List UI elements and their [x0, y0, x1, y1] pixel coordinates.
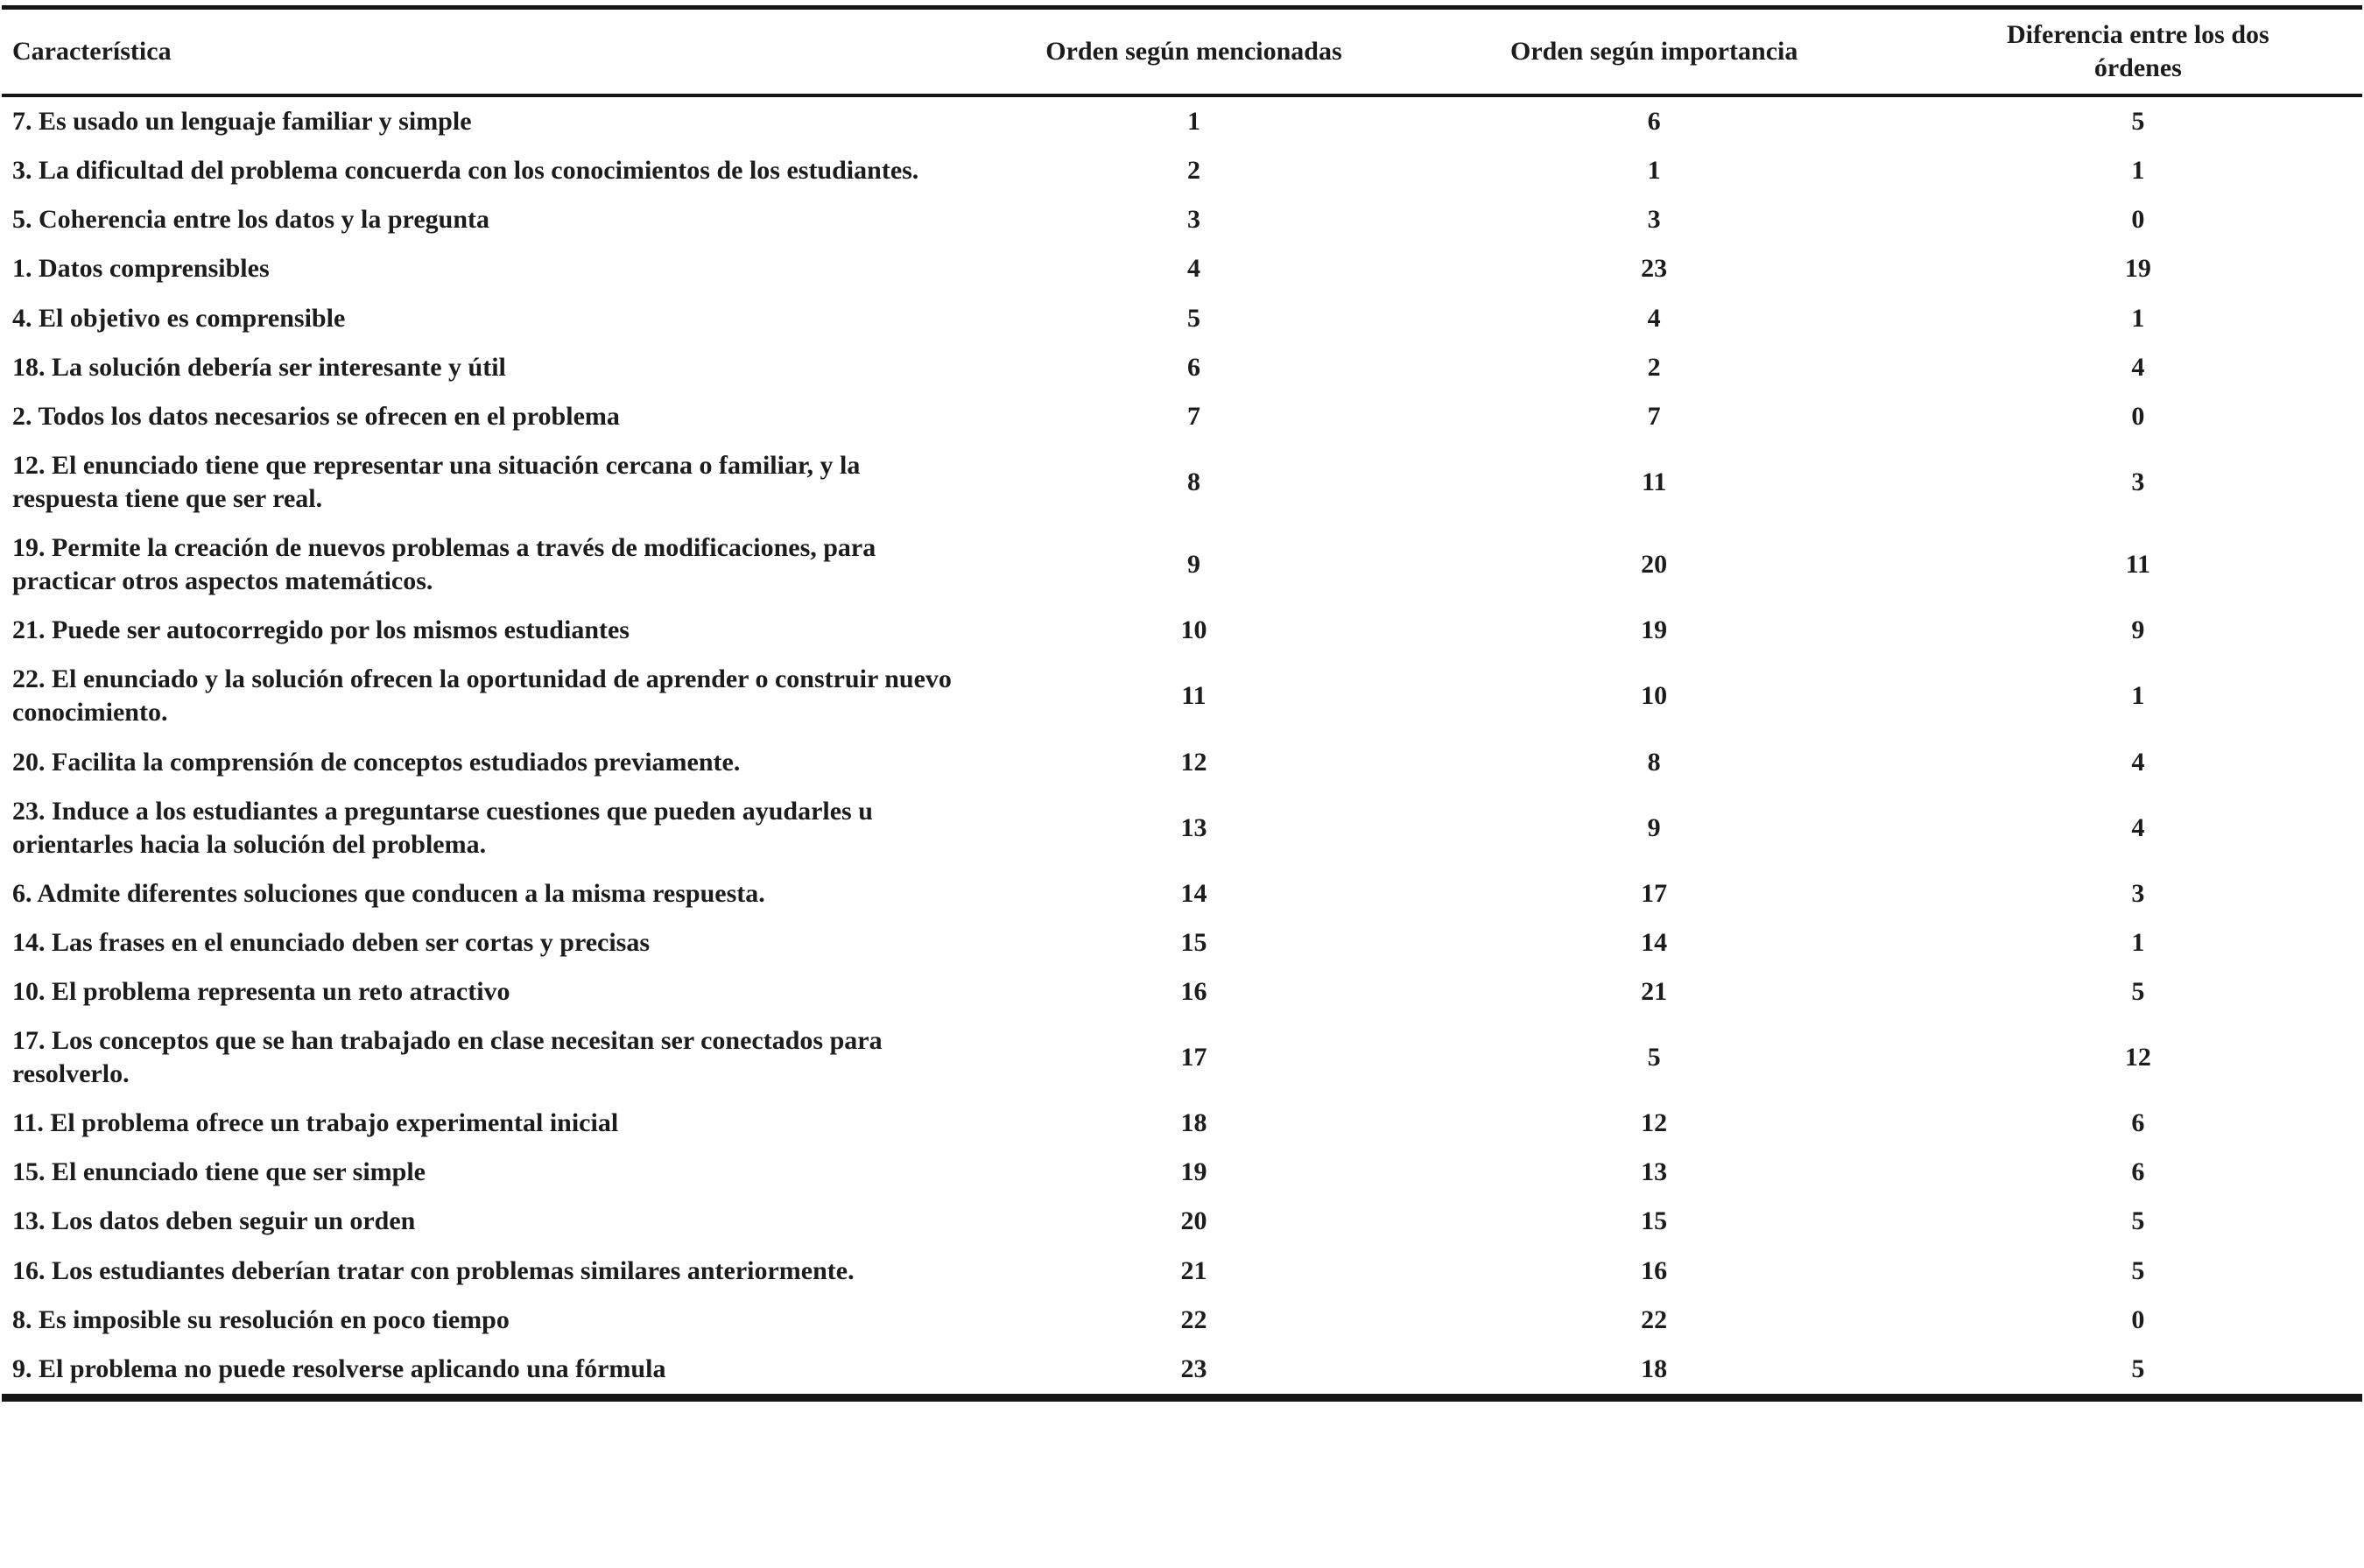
- cell-diferencia: 1: [2131, 303, 2145, 333]
- header-diferencia: [1914, 8, 2362, 96]
- cell-diferencia: 11: [2125, 550, 2151, 580]
- cell-orden-importancia: 21: [1641, 976, 1668, 1006]
- cell-orden-importancia: 14: [1641, 927, 1668, 957]
- cell-orden-mencionadas: 23: [1180, 1354, 1207, 1383]
- cell-orden-importancia: 7: [1647, 401, 1661, 431]
- cell-caracteristica: 14. Las frases en el enunciado deben ser cortas y precisas: [12, 927, 651, 957]
- cell-diferencia: 1: [2131, 927, 2145, 957]
- cell-orden-importancia: 3: [1647, 205, 1661, 235]
- cell-diferencia: 0: [2131, 401, 2145, 431]
- cell-orden-mencionadas: 13: [1180, 812, 1207, 842]
- cell-diferencia: 1: [2131, 681, 2145, 711]
- cell-orden-importancia: 9: [1647, 812, 1661, 842]
- cell-caracteristica: 7. Es usado un lenguaje familiar y simple: [12, 107, 472, 137]
- cell-caracteristica: 22. El enunciado y la solución ofrecen la oportunidad de aprender o construir nuevo conocimiento.: [12, 664, 952, 728]
- cell-diferencia: 5: [2131, 1354, 2145, 1383]
- table-row: [2, 606, 2362, 655]
- cell-caracteristica: 10. El problema representa un reto atractivo: [12, 976, 510, 1006]
- cell-orden-mencionadas: 22: [1180, 1304, 1207, 1334]
- cell-diferencia: 3: [2131, 878, 2145, 908]
- cell-caracteristica: 4. El objetivo es comprensible: [12, 303, 346, 333]
- table-row: [2, 738, 2362, 787]
- cell-orden-mencionadas: 10: [1180, 615, 1207, 645]
- header-orden-importancia: Orden según importancia: [1395, 8, 1914, 96]
- cell-orden-mencionadas: 1: [1186, 107, 1200, 137]
- cell-caracteristica: 21. Puede ser autocorregido por los mismos estudiantes: [12, 615, 630, 645]
- cell-orden-importancia: 11: [1642, 467, 1667, 496]
- cell-diferencia: 5: [2131, 976, 2145, 1006]
- table-row: [2, 655, 2362, 737]
- table-header: [2, 8, 2362, 96]
- cell-orden-mencionadas: 2: [1186, 156, 1200, 186]
- cell-caracteristica: 17. Los conceptos que se han trabajado en clase necesitan ser conectados para resolverlo.: [12, 1026, 883, 1089]
- cell-orden-importancia: 17: [1641, 878, 1668, 908]
- cell-orden-mencionadas: 16: [1180, 976, 1207, 1006]
- header-row: [2, 8, 2362, 96]
- cell-orden-importancia: 18: [1641, 1354, 1668, 1383]
- cell-orden-importancia: 2: [1647, 352, 1661, 382]
- cell-orden-mencionadas: 4: [1186, 254, 1200, 284]
- table-row: [2, 869, 2362, 918]
- cell-orden-importancia: 16: [1641, 1255, 1668, 1285]
- cell-orden-importancia: 12: [1641, 1108, 1668, 1138]
- cell-diferencia: 19: [2124, 254, 2151, 284]
- cell-diferencia: 4: [2131, 747, 2145, 777]
- cell-orden-mencionadas: 5: [1186, 303, 1200, 333]
- cell-orden-importancia: 5: [1647, 1043, 1661, 1072]
- table-row: [2, 1345, 2362, 1398]
- cell-orden-mencionadas: 8: [1186, 467, 1200, 496]
- cell-orden-mencionadas: 3: [1186, 205, 1200, 235]
- table-row: [2, 1099, 2362, 1148]
- header-orden-mencionadas: Orden según mencionadas: [993, 8, 1394, 96]
- cell-orden-importancia: 22: [1641, 1304, 1668, 1334]
- table-row: [2, 1148, 2362, 1197]
- cell-diferencia: 5: [2131, 1206, 2145, 1236]
- table-row: [2, 1197, 2362, 1246]
- cell-orden-importancia: 1: [1647, 156, 1661, 186]
- table-row: [2, 967, 2362, 1016]
- cell-orden-importancia: 6: [1647, 107, 1661, 137]
- table-row: [2, 195, 2362, 244]
- cell-diferencia: 0: [2131, 1304, 2145, 1334]
- table-body: [2, 95, 2362, 1397]
- header-diferencia-label: Diferencia entre los dos órdenes: [2007, 20, 2269, 83]
- cell-diferencia: 6: [2131, 1108, 2145, 1138]
- cell-caracteristica: 8. Es imposible su resolución en poco tiempo: [12, 1304, 510, 1334]
- cell-orden-mencionadas: 21: [1180, 1255, 1207, 1285]
- cell-orden-importancia: 19: [1641, 615, 1668, 645]
- cell-orden-importancia: 13: [1641, 1157, 1668, 1187]
- cell-orden-mencionadas: 6: [1186, 352, 1200, 382]
- table-row: [2, 95, 2362, 146]
- cell-caracteristica: 13. Los datos deben seguir un orden: [12, 1206, 416, 1236]
- cell-orden-importancia: 23: [1641, 254, 1668, 284]
- cell-diferencia: 3: [2131, 467, 2145, 496]
- table-row: [2, 524, 2362, 606]
- cell-orden-mencionadas: 18: [1180, 1108, 1207, 1138]
- cell-caracteristica: 9. El problema no puede resolverse aplicando una fórmula: [12, 1354, 666, 1383]
- cell-orden-mencionadas: 19: [1180, 1157, 1207, 1187]
- cell-orden-mencionadas: 9: [1186, 550, 1200, 580]
- cell-caracteristica: 18. La solución debería ser interesante y útil: [12, 352, 506, 382]
- cell-orden-mencionadas: 12: [1180, 747, 1207, 777]
- cell-caracteristica: 23. Induce a los estudiantes a preguntarse cuestiones que pueden ayudarles u orientarles hacia la solución del problema.: [12, 796, 873, 859]
- cell-orden-mencionadas: 15: [1180, 927, 1207, 957]
- cell-orden-importancia: 15: [1641, 1206, 1668, 1236]
- cell-diferencia: 0: [2131, 205, 2145, 235]
- cell-diferencia: 12: [2124, 1043, 2151, 1072]
- cell-diferencia: 5: [2131, 107, 2145, 137]
- cell-diferencia: 4: [2131, 812, 2145, 842]
- table-row: [2, 441, 2362, 524]
- characteristics-ranking-table: [2, 5, 2362, 1402]
- cell-orden-mencionadas: 11: [1181, 681, 1207, 711]
- table-row: [2, 146, 2362, 195]
- table-row: [2, 244, 2362, 293]
- cell-caracteristica: 12. El enunciado tiene que representar una situación cercana o familiar, y la respuesta tiene que ser real.: [12, 450, 861, 513]
- cell-diferencia: 6: [2131, 1157, 2145, 1187]
- cell-orden-mencionadas: 7: [1186, 401, 1200, 431]
- table-row: [2, 918, 2362, 967]
- table-row: [2, 1247, 2362, 1296]
- cell-orden-mencionadas: 14: [1180, 878, 1207, 908]
- table-row: [2, 1296, 2362, 1345]
- cell-caracteristica: 2. Todos los datos necesarios se ofrecen en el problema: [12, 401, 620, 431]
- table-row: [2, 343, 2362, 392]
- table-row: [2, 1016, 2362, 1099]
- cell-orden-importancia: 4: [1647, 303, 1661, 333]
- cell-diferencia: 5: [2131, 1255, 2145, 1285]
- cell-caracteristica: 11. El problema ofrece un trabajo experimental inicial: [12, 1108, 619, 1138]
- cell-caracteristica: 3. La dificultad del problema concuerda con los conocimientos de los estudiantes.: [12, 156, 919, 186]
- cell-orden-mencionadas: 20: [1180, 1206, 1207, 1236]
- cell-caracteristica: 5. Coherencia entre los datos y la pregunta: [12, 205, 489, 235]
- cell-diferencia: 9: [2131, 615, 2145, 645]
- cell-caracteristica: 19. Permite la creación de nuevos problemas a través de modificaciones, para practicar otros aspectos matemáticos.: [12, 533, 876, 596]
- cell-orden-importancia: 20: [1641, 550, 1668, 580]
- cell-caracteristica: 20. Facilita la comprensión de conceptos estudiados previamente.: [12, 747, 741, 777]
- cell-caracteristica: 6. Admite diferentes soluciones que conducen a la misma respuesta.: [12, 878, 765, 908]
- cell-caracteristica: 1. Datos comprensibles: [12, 254, 270, 284]
- cell-orden-mencionadas: 17: [1180, 1043, 1207, 1072]
- cell-caracteristica: 15. El enunciado tiene que ser simple: [12, 1157, 426, 1187]
- cell-orden-importancia: 10: [1641, 681, 1668, 711]
- header-caracteristica: Característica: [2, 8, 993, 96]
- cell-orden-importancia: 8: [1647, 747, 1661, 777]
- cell-caracteristica: 16. Los estudiantes deberían tratar con problemas similares anteriormente.: [12, 1255, 855, 1285]
- table-row: [2, 392, 2362, 441]
- cell-diferencia: 4: [2131, 352, 2145, 382]
- table-row: [2, 787, 2362, 869]
- cell-diferencia: 1: [2131, 156, 2145, 186]
- table-row: [2, 294, 2362, 343]
